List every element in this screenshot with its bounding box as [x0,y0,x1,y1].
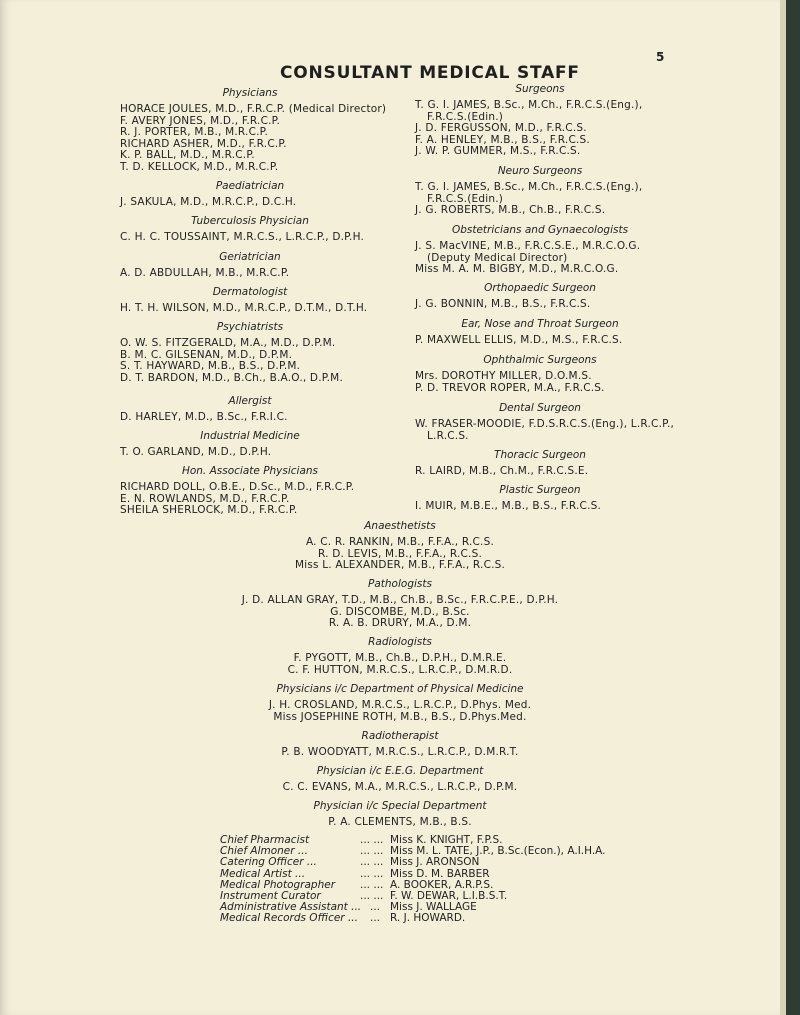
section-special-department [200,800,600,829]
page-number: 5 [656,50,665,64]
section-heading: Tuberculosis Physician [191,215,309,227]
staff-dots: ... ... [360,834,384,846]
section-heading: Psychiatrists [216,321,284,333]
entry: (Deputy Medical Director) [427,251,568,264]
entry: R. D. LEVIS, M.B., F.F.A., R.C.S. [318,547,482,560]
section-heading: Pathologists [368,578,432,590]
section-physicians [120,87,387,173]
staff-row [220,913,606,924]
entry: C. F. HUTTON, M.R.C.S., L.R.C.P., D.M.R.D. [287,663,513,676]
section-thoracic [415,449,665,478]
section-heading: Orthopaedic Surgeon [484,282,596,294]
staff-role: Medical Photographer [220,878,336,891]
section-paediatrician [120,180,380,209]
entry: F.R.C.S.(Edin.) [427,110,504,123]
section-dermatologist [120,286,380,315]
entry: T. O. GARLAND, M.D., D.P.H. [120,446,272,458]
section-geriatrician [120,251,380,280]
entry: SHEILA SHERLOCK, M.D., F.R.C.P. [120,504,298,516]
entry: T. D. KELLOCK, M.D., M.R.C.P. [120,160,279,173]
staff-role: Administrative Assistant ... [220,901,362,914]
staff-name: Miss K. KNIGHT, F.P.S. [390,834,503,846]
entry: J. W. P. GUMMER, M.S., F.R.C.S. [415,145,581,157]
entry: J. G. BONNIN, M.B., B.S., F.R.C.S. [415,298,591,310]
entry: RICHARD DOLL, O.B.E., D.Sc., M.D., F.R.C.P. [120,481,355,493]
background-strip [786,0,800,1015]
entry: O. W. S. FITZGERALD, M.A., M.D., D.P.M. [120,337,336,349]
staff-role: Medical Artist ... [220,867,306,880]
entry: W. FRASER-MOODIE, F.D.S.R.C.S.(Eng.), L.R.C.P., [415,418,675,430]
section-pathologists [200,578,600,630]
entry: Miss M. A. M. BIGBY, M.D., M.R.C.O.G. [415,263,619,275]
entry: B. M. C. GILSENAN, M.D., D.P.M. [120,348,293,361]
staff-dots: ... ... [360,890,384,903]
staff-name: F. W. DEWAR, L.I.B.S.T. [390,890,508,903]
section-heading: Hon. Associate Physicians [181,465,319,477]
entry: K. P. BALL, M.D., M.R.C.P. [120,149,255,161]
section-radiologists [200,636,600,676]
entry: T. G. I. JAMES, B.Sc., M.Ch., F.R.C.S.(Eng.), [415,99,643,111]
section-heading: Ear, Nose and Throat Surgeon [461,318,619,330]
section-heading: Thoracic Surgeon [494,449,586,461]
staff-dots: ... ... [360,845,384,858]
entry: L.R.C.S. [427,429,469,442]
section-heading: Geriatrician [219,251,281,263]
staff-dots: ... ... [360,878,384,891]
entry: R. J. PORTER, M.B., M.R.C.P. [120,126,269,138]
staff-name: Miss J. ARONSON [390,856,480,869]
section-dental [415,402,675,442]
section-heading: Dental Surgeon [499,402,581,414]
entry: HORACE JOULES, M.D., F.R.C.P. (Medical Director) [120,103,387,115]
entry: F. AVERY JONES, M.D., F.R.C.P. [120,114,281,127]
section-heading: Surgeons [515,83,565,95]
staff-dots: ... ... [360,856,384,869]
entry: P. MAXWELL ELLIS, M.D., M.S., F.R.C.S. [415,334,623,346]
section-radiotherapist [200,730,600,759]
staff-role: Medical Records Officer ... [220,912,358,925]
section-eeg [200,765,600,794]
section-heading: Anaesthetists [364,520,436,532]
section-heading: Physician i/c E.E.G. Department [316,765,484,777]
section-obstetricians [415,224,665,276]
section-hon-associate [120,465,380,517]
staff-name: R. J. HOWARD. [390,912,466,925]
section-heading: Obstetricians and Gynaecologists [451,224,629,236]
entry: J. H. CROSLAND, M.R.C.S., L.R.C.P., D.Phys. Med. [268,699,532,711]
section-physical-medicine [200,683,600,723]
staff-name: A. BOOKER, A.R.P.S. [390,878,494,891]
entry: I. MUIR, M.B.E., M.B., B.S., F.R.C.S. [415,500,602,512]
staff-dots: ... ... [360,867,384,880]
section-heading: Physician i/c Special Department [313,800,487,812]
section-heading: Radiologists [368,636,432,648]
staff-name: Miss J. WALLAGE [390,901,477,914]
entry: D. HARLEY, M.D., B.Sc., F.R.I.C. [120,411,288,423]
section-psychiatrists [120,321,380,384]
entry: J. D. ALLAN GRAY, T.D., M.B., Ch.B., B.Sc., F.R.C.P.E., D.P.H. [241,594,559,606]
entry: D. T. BARDON, M.D., B.Ch., B.A.O., D.P.M. [120,371,343,384]
section-heading: Allergist [228,395,272,407]
entry: J. G. ROBERTS, M.B., Ch.B., F.R.C.S. [415,204,606,216]
entry: F. A. HENLEY, M.B., B.S., F.R.C.S. [415,133,590,146]
entry: P. A. CLEMENTS, M.B., B.S. [328,816,472,828]
section-heading: Neuro Surgeons [497,165,583,177]
entry: A. C. R. RANKIN, M.B., F.F.A., R.C.S. [305,536,495,548]
entry: P. B. WOODYATT, M.R.C.S., L.R.C.P., D.M.R.T. [281,746,519,758]
staff-name: Miss M. L. TATE, J.P., B.Sc.(Econ.), A.I.H.A. [390,845,606,858]
page-title: CONSULTANT MEDICAL STAFF [280,63,580,83]
staff-role: Chief Almoner ... [220,845,308,858]
staff-role: Instrument Curator [220,890,321,903]
section-neuro-surgeons [415,165,665,217]
entry: E. N. ROWLANDS, M.D., F.R.C.P. [120,492,290,505]
entry: J. S. MacVINE, M.B., F.R.C.S.E., M.R.C.O.G. [415,240,641,252]
section-heading: Plastic Surgeon [499,484,581,496]
staff-name: Miss D. M. BARBER [390,867,490,880]
section-heading: Dermatologist [212,286,288,298]
entry: T. G. I. JAMES, B.Sc., M.Ch., F.R.C.S.(Eng.), [415,181,643,193]
section-anaesthetists [200,520,600,572]
entry: Mrs. DOROTHY MILLER, D.O.M.S. [415,370,592,382]
staff-dots: ... [370,912,381,925]
staff-row [220,857,606,868]
staff-role: Catering Officer ... [220,856,317,869]
section-heading: Radiotherapist [361,730,439,742]
entry: R. A. B. DRURY, M.A., D.M. [328,617,472,629]
section-heading: Paediatrician [215,180,285,192]
entry: C. C. EVANS, M.A., M.R.C.S., L.R.C.P., D.P.M. [282,781,518,793]
section-ent [415,318,665,347]
entry: J. SAKULA, M.D., M.R.C.P., D.C.H. [120,196,297,208]
section-heading: Ophthalmic Surgeons [483,354,597,366]
entry: H. T. H. WILSON, M.D., M.R.C.P., D.T.M., D.T.H. [120,302,368,314]
entry: R. LAIRD, M.B., Ch.M., F.R.C.S.E. [415,465,589,477]
entry: Miss L. ALEXANDER, M.B., F.F.A., R.C.S. [294,559,506,571]
section-heading: Industrial Medicine [200,430,300,442]
section-heading: Physicians [222,87,278,99]
staff-dots: ... [370,901,381,914]
entry: P. D. TREVOR ROPER, M.A., F.R.C.S. [415,381,605,394]
section-plastic [415,484,665,513]
entry: Miss JOSEPHINE ROTH, M.B., B.S., D.Phys.Med. [273,710,527,723]
entry: G. DISCOMBE, M.D., B.Sc. [330,605,470,618]
entry: F.R.C.S.(Edin.) [427,192,504,205]
staff-list [220,835,606,925]
section-surgeons [415,83,665,158]
section-heading: Physicians i/c Department of Physical Medicine [276,683,524,695]
entry: A. D. ABDULLAH, M.B., M.R.C.P. [120,267,290,279]
section-industrial [120,430,380,459]
entry: RICHARD ASHER, M.D., F.R.C.P. [120,137,287,150]
section-tuberculosis [120,215,380,244]
entry: F. PYGOTT, M.B., Ch.B., D.P.H., D.M.R.E. [293,652,507,664]
section-allergist [120,395,380,424]
staff-role: Chief Pharmacist [220,834,310,846]
entry: C. H. C. TOUSSAINT, M.R.C.S., L.R.C.P., D.P.H. [120,231,365,243]
entry: S. T. HAYWARD, M.B., B.S., D.P.M. [120,360,301,372]
entry: J. D. FERGUSSON, M.D., F.R.C.S. [415,122,587,134]
section-orthopaedic [415,282,665,311]
section-ophthalmic [415,354,665,394]
